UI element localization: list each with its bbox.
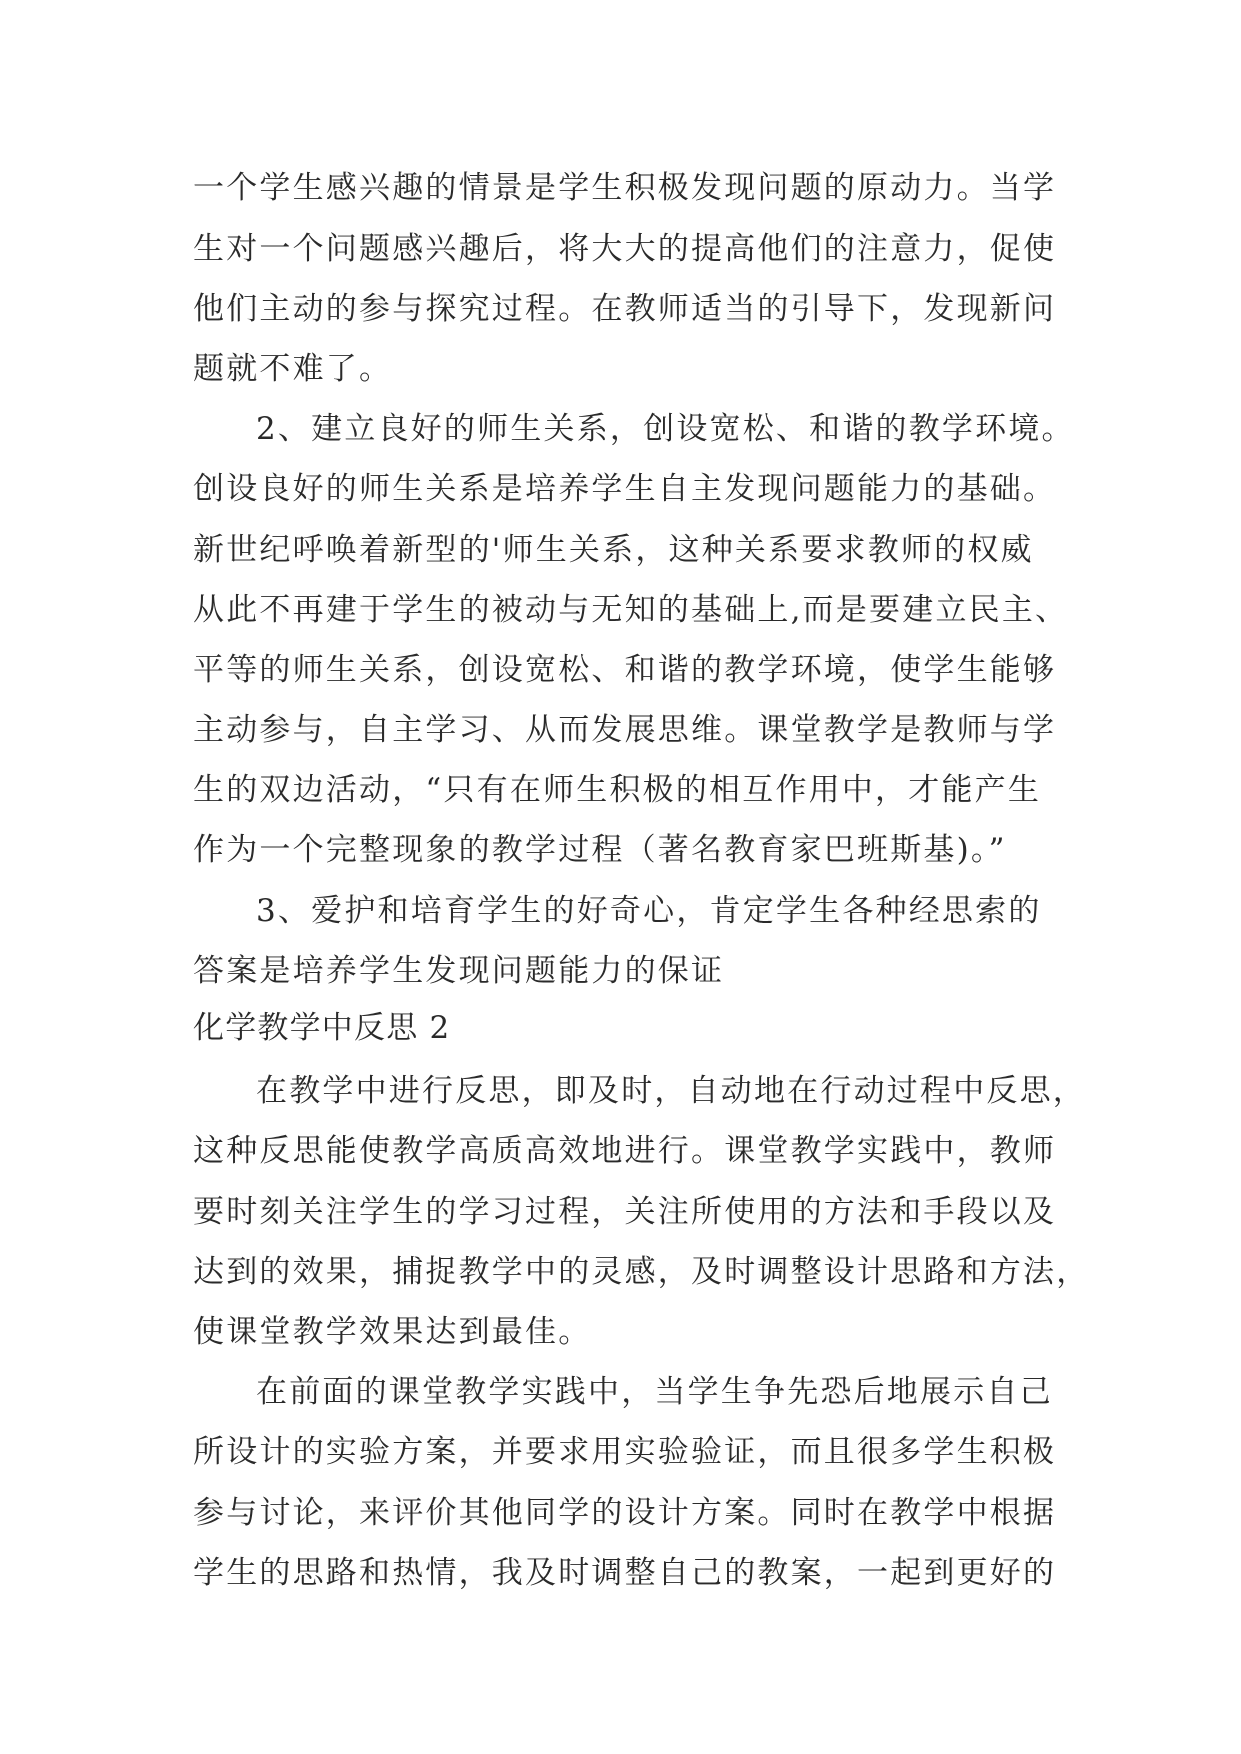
text-line: 学生的思路和热情，我及时调整自己的教案，一起到更好的 <box>193 1555 1057 1591</box>
text-line: 达到的效果，捕捉教学中的灵感，及时调整设计思路和方法， <box>193 1254 1090 1290</box>
text-line: 一个学生感兴趣的情景是学生积极发现问题的原动力。当学 <box>193 170 1057 206</box>
text-line: 这种反思能使教学高质高效地进行。课堂教学实践中，教师 <box>193 1133 1057 1169</box>
text-line: 从此不再建于学生的被动与无知的基础上,而是要建立民主、 <box>193 592 1069 628</box>
paragraph-start-line: 在教学中进行反思，即及时，自动地在行动过程中反思， <box>256 1073 1086 1109</box>
paragraph-start-line: 2、建立良好的师生关系，创设宽松、和谐的教学环境。 <box>256 411 1075 447</box>
text-line: 所设计的实验方案，并要求用实验验证，而且很多学生积极 <box>193 1434 1057 1470</box>
text-line: 参与讨论，来评价其他同学的设计方案。同时在教学中根据 <box>193 1495 1057 1531</box>
text-line: 要时刻关注学生的学习过程，关注所使用的方法和手段以及 <box>193 1194 1057 1230</box>
text-line: 题就不难了。 <box>193 351 393 387</box>
text-line: 生的双边活动，“只有在师生积极的相互作用中，才能产生 <box>193 772 1042 808</box>
section-heading: 化学教学中反思 2 <box>193 1010 451 1046</box>
text-line: 生对一个问题感兴趣后，将大大的提高他们的注意力，促使 <box>193 231 1057 267</box>
text-line: 创设良好的师生关系是培养学生自主发现问题能力的基础。 <box>193 471 1057 507</box>
text-line: 使课堂教学效果达到最佳。 <box>193 1314 592 1350</box>
paragraph-start-line: 在前面的课堂教学实践中，当学生争先恐后地展示自己 <box>256 1374 1053 1410</box>
text-line: 新世纪呼唤着新型的'师生关系，这种关系要求教师的权威 <box>193 532 1034 568</box>
text-line: 作为一个完整现象的教学过程（著名教育家巴班斯基)。” <box>193 832 1007 868</box>
paragraph-start-line: 3、爱护和培育学生的好奇心，肯定学生各种经思索的 <box>256 893 1042 929</box>
text-line: 主动参与，自主学习、从而发展思维。课堂教学是教师与学 <box>193 712 1057 748</box>
text-line: 平等的师生关系，创设宽松、和谐的教学环境，使学生能够 <box>193 652 1057 688</box>
text-line: 答案是培养学生发现问题能力的保证 <box>193 953 725 989</box>
text-line: 他们主动的参与探究过程。在教师适当的引导下，发现新问 <box>193 291 1057 327</box>
